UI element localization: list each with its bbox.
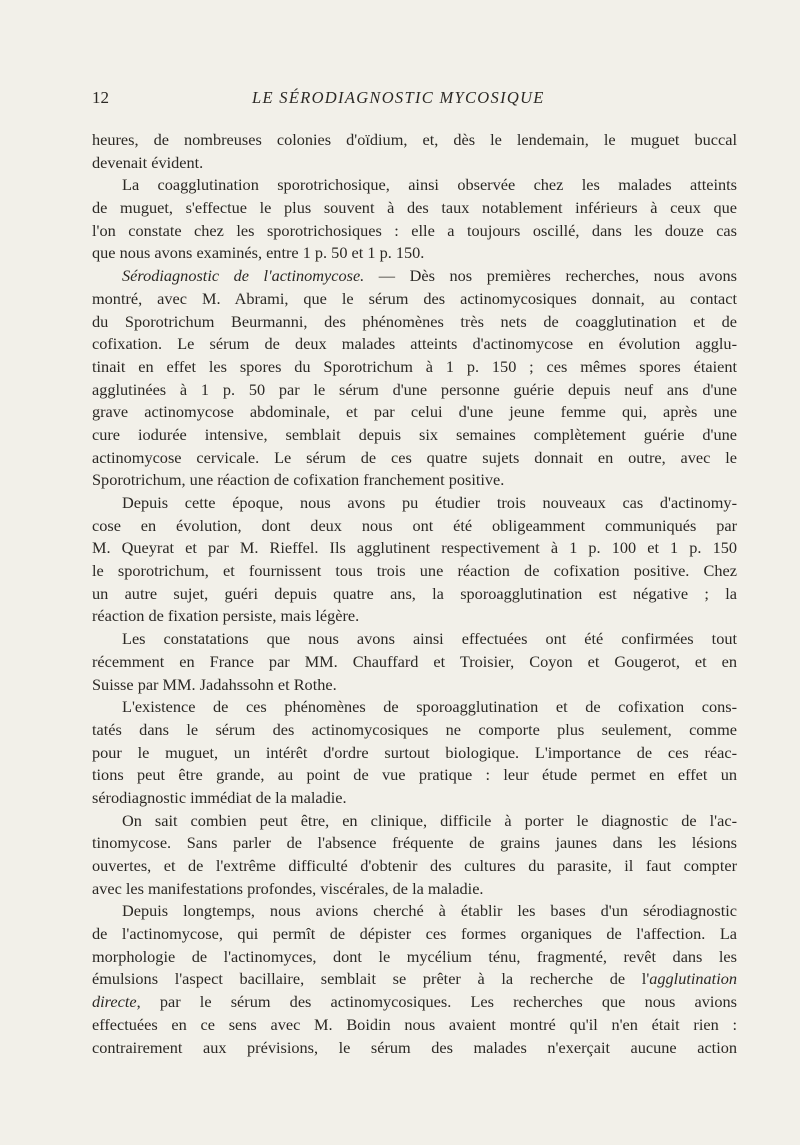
text-line: agglutinées à 1 p. 50 par le sérum d'une personne guérie depuis neuf ans d'une	[92, 379, 737, 399]
text-line: tinait en effet les spores du Sporotrichum à 1 p. 150 ; ces mêmes spores étaient	[92, 356, 737, 376]
text-line: de l'actinomycose, qui permît de dépister ces formes organiques de l'affection. La	[92, 924, 737, 944]
text-line: Les constatations que nous avons ainsi effectuées ont été confirmées tout	[122, 629, 737, 649]
text-line: heures, de nombreuses colonies d'oïdium, et, dès le lendemain, le muguet buccal	[92, 130, 737, 149]
text-line: avec les manifestations profondes, viscérales, de la maladie.	[92, 878, 484, 898]
text-line: contrairement aux prévisions, le sérum des malades n'exerçait aucune action	[92, 1037, 737, 1057]
text-line: le sporotrichum, et fournissent tous trois une réaction de cofixation positive. Chez	[92, 561, 737, 581]
text-line: l'on constate chez les sporotrichosiques : elle a toujours oscillé, dans les douze cas	[92, 220, 737, 240]
text-line: émulsions l'aspect bacillaire, semblait se prêter à la recherche de l'agglutination	[92, 969, 737, 989]
text-line: ouvertes, et de l'extrême difficulté d'obtenir des cultures du parasite, il faut compter	[92, 856, 737, 875]
text-line: grave actinomycose abdominale, et par celui d'une jeune femme qui, après une	[92, 402, 737, 422]
text-line: effectuées en ce sens avec M. Boidin nous avaient montré qu'il n'en était rien :	[92, 1014, 737, 1034]
text-line: du Sporotrichum Beurmanni, des phénomènes très nets de coagglutination et de	[92, 311, 737, 331]
text-line: devenait évident.	[92, 152, 204, 172]
text-line: directe, par le sérum des actinomycosiques. Les recherches que nous avions	[92, 992, 737, 1012]
text-line: M. Queyrat et par M. Rieffel. Ils agglutinent respectivement à 1 p. 100 et 1 p. 150	[92, 538, 737, 558]
page-number: 12	[92, 88, 109, 107]
text-line: On sait combien peut être, en clinique, difficile à porter le diagnostic de l'ac-	[122, 810, 737, 830]
body-text	[92, 129, 737, 1059]
text-line: cure iodurée intensive, semblait depuis six semaines complètement guérie d'une	[92, 424, 737, 444]
page-header	[92, 88, 737, 112]
text-line: Depuis cette époque, nous avons pu étudier trois nouveaux cas d'actinomy-	[122, 493, 737, 512]
text-line: morphologie de l'actinomyces, dont le mycélium ténu, fragmenté, revêt dans les	[92, 946, 737, 966]
text-line: tions peut être grande, au point de vue pratique : leur étude permet en effet un	[92, 765, 737, 785]
text-line: actinomycose cervicale. Le sérum de ces quatre sujets donnait en outre, avec le	[92, 447, 737, 467]
text-line: Sporotrichum, une réaction de cofixation franchement positive.	[92, 470, 505, 490]
text-line: sérodiagnostic immédiat de la maladie.	[92, 787, 347, 807]
text-line: L'existence de ces phénomènes de sporoagglutination et de cofixation cons-	[122, 697, 737, 717]
running-title: LE SÉRODIAGNOSTIC MYCOSIQUE	[252, 88, 545, 107]
text-line: Suisse par MM. Jadahssohn et Rothe.	[92, 674, 337, 694]
text-line	[92, 265, 737, 288]
text-line: tatés dans le sérum des actinomycosiques ne comporte plus seulement, comme	[92, 719, 737, 739]
text-line: de muguet, s'effectue le plus souvent à des taux notablement inférieurs à ceux que	[92, 198, 737, 218]
text-line: que nous avons examinés, entre 1 p. 50 et 1 p. 150.	[92, 243, 425, 263]
text-line: Depuis longtemps, nous avions cherché à établir les bases d'un sérodiagnostic	[122, 901, 737, 921]
text-line: réaction de fixation persiste, mais légère.	[92, 606, 360, 626]
text-line: tinomycose. Sans parler de l'absence fréquente de grains jaunes dans les lésions	[92, 833, 737, 853]
text-line: cofixation. Le sérum de deux malades atteints d'actinomycose en évolution agglu-	[92, 334, 737, 354]
text-line: récemment en France par MM. Chauffard et Troisier, Coyon et Gougerot, et en	[92, 651, 737, 671]
text-line: La coagglutination sporotrichosique, ainsi observée chez les malades atteints	[122, 175, 737, 195]
text-line: montré, avec M. Abrami, que le sérum des actinomycosiques donnait, au contact	[92, 288, 737, 308]
text-line: un autre sujet, guéri depuis quatre ans, la sporoagglutination est négative ; la	[92, 583, 737, 603]
section-heading-actinomycose: Sérodiagnostic de l'actinomycose. — Dès nos premières recherches, nous avons	[122, 266, 737, 286]
text-line: cose en évolution, dont deux nous ont été obligeamment communiqués par	[92, 515, 737, 535]
text-line: pour le muguet, un intérêt d'ordre surtout biologique. L'importance de ces réac-	[92, 742, 737, 762]
